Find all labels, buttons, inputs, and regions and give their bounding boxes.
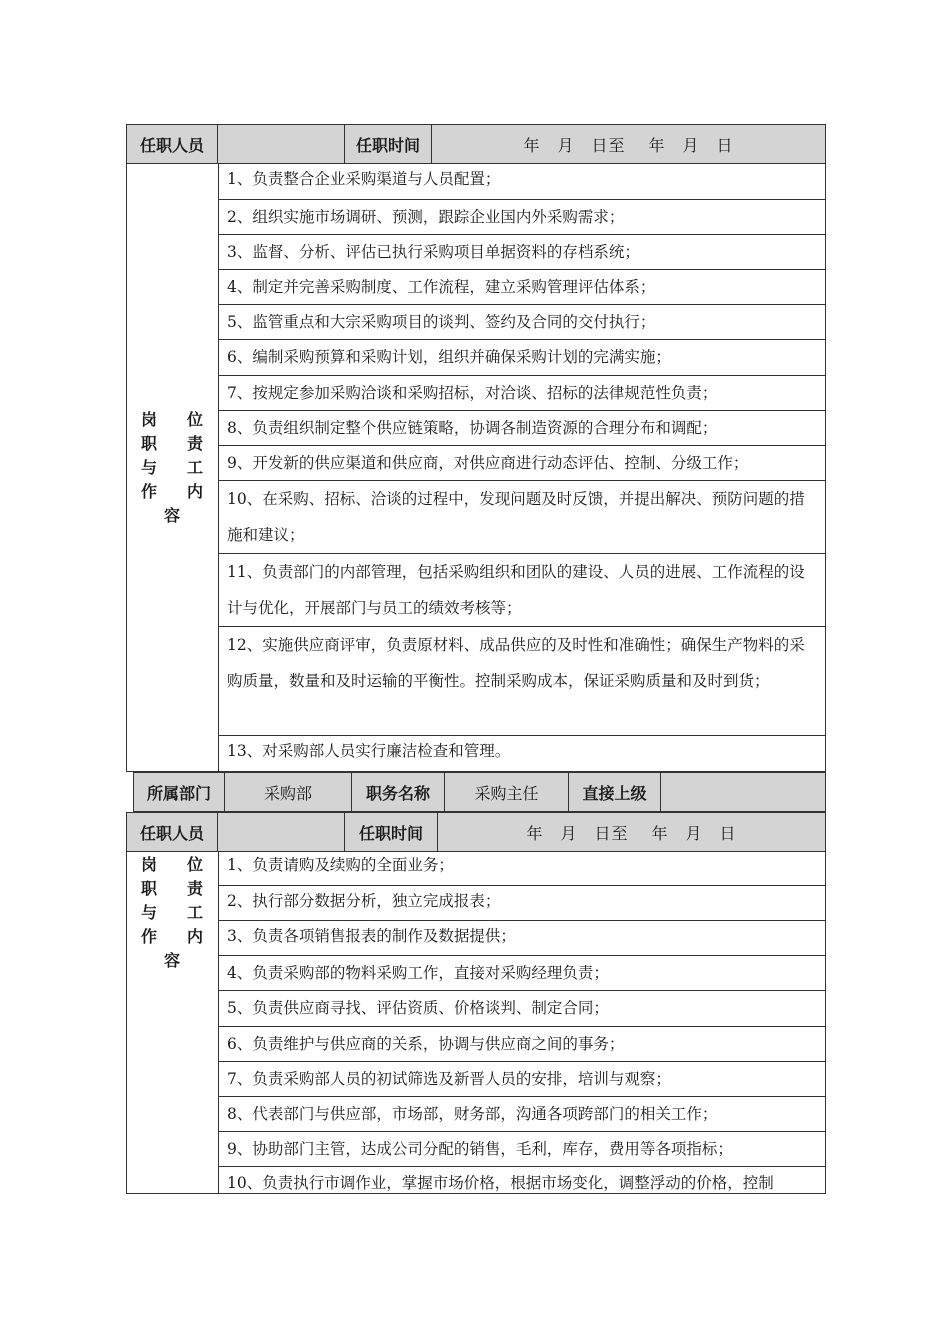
label-char: 责 — [186, 879, 203, 898]
superior-label: 直接上级 — [569, 773, 661, 811]
tenure-value[interactable]: 年 月 日至 年 月 日 — [526, 823, 737, 843]
duty-row — [218, 736, 825, 772]
duty-text: 9、协助部门主管，达成公司分配的销售，毛利，库存，费用等各项指标； — [227, 1140, 733, 1158]
department-label: 所属部门 — [134, 773, 225, 811]
person-label: 任职人员 — [127, 813, 218, 851]
tenure-label: 任职时间 — [345, 813, 438, 851]
duty-text: 8、负责组织制定整个供应链策略，协调各制造资源的合理分布和调配； — [227, 419, 718, 437]
duty-row — [218, 852, 825, 886]
label-char: 工 — [186, 458, 203, 477]
duty-row — [218, 305, 825, 340]
duties-section-label-cell — [127, 852, 219, 1193]
duty-row — [218, 270, 825, 305]
duty-row — [218, 991, 825, 1027]
duty-text: 12、实施供应商评审，负责原材料、成品供应的及时性和准确性；确保生产物料的采购质量，数量和及时运输的平衡性。控制采购成本，保证采购质量和及时到货； — [227, 636, 805, 690]
label-char: 岗 — [141, 855, 158, 874]
label-char: 作 — [141, 927, 158, 946]
label-char: 与 — [141, 903, 158, 922]
label-char: 职 — [141, 434, 158, 453]
table1-duties — [126, 164, 826, 772]
label-char: 位 — [186, 855, 203, 874]
duty-row — [218, 1167, 825, 1194]
duty-row — [218, 446, 825, 481]
person-value[interactable] — [218, 813, 345, 851]
label-char: 作 — [141, 482, 158, 501]
table2-duties — [126, 852, 826, 1194]
duty-text: 6、负责维护与供应商的关系，协调与供应商之间的事务； — [227, 1035, 625, 1053]
duty-text: 2、执行部分数据分析，独立完成报表； — [227, 892, 501, 910]
duty-text: 4、制定并完善采购制度、工作流程，建立采购管理评估体系； — [227, 278, 656, 296]
duty-text: 8、代表部门与供应部，市场部，财务部，沟通各项跨部门的相关工作； — [227, 1105, 718, 1123]
duty-row — [218, 481, 825, 554]
label-char: 责 — [186, 434, 203, 453]
position-info-row — [133, 772, 826, 812]
person-label: 任职人员 — [127, 125, 218, 163]
duty-text: 1、负责请购及续购的全面业务； — [227, 856, 454, 874]
duty-text: 10、在采购、招标、洽谈的过程中，发现问题及时反馈，并提出解决、预防问题的措施和建议； — [227, 490, 805, 544]
duty-text: 7、负责采购部人员的初试筛选及新晋人员的安排，培训与观察； — [227, 1070, 671, 1088]
duty-text: 13、对采购部人员实行廉洁检查和管理。 — [227, 742, 511, 760]
label-char: 内 — [186, 927, 203, 946]
duty-row — [218, 235, 825, 270]
duty-row — [218, 921, 825, 956]
duties-section-label — [141, 853, 203, 973]
duty-text: 5、监管重点和大宗采购项目的谈判、签约及合同的交付执行； — [227, 313, 656, 331]
table1-header-row — [126, 124, 826, 164]
duty-row — [218, 1097, 825, 1132]
label-char: 内 — [186, 482, 203, 501]
tenure-label: 任职时间 — [345, 125, 432, 163]
label-char: 位 — [186, 410, 203, 429]
label-char: 容 — [163, 506, 180, 525]
job-title-label: 职务名称 — [352, 773, 445, 811]
label-char: 与 — [141, 458, 158, 477]
duty-row — [218, 200, 825, 235]
duty-row — [218, 627, 825, 736]
duty-row — [218, 886, 825, 921]
duty-row — [218, 376, 825, 411]
duty-row — [218, 1132, 825, 1167]
label-char: 职 — [141, 879, 158, 898]
duty-text: 10、负责执行市调作业，掌握市场价格，根据市场变化，调整浮动的价格，控制 — [227, 1174, 774, 1192]
duty-text: 4、负责采购部的物料采购工作，直接对采购经理负责； — [227, 964, 609, 982]
duty-row — [218, 554, 825, 627]
duty-row — [218, 1062, 825, 1097]
duty-row — [218, 164, 825, 200]
duty-text: 3、负责各项销售报表的制作及数据提供； — [227, 927, 516, 945]
duty-row — [218, 956, 825, 991]
department-value[interactable]: 采购部 — [225, 773, 352, 811]
tenure-value[interactable]: 年 月 日至 年 月 日 — [523, 135, 734, 155]
job-title-value[interactable]: 采购主任 — [445, 773, 569, 811]
label-char: 容 — [163, 951, 180, 970]
duties-section-label-cell — [127, 164, 219, 771]
superior-value[interactable] — [661, 773, 825, 811]
duty-row — [218, 1027, 825, 1062]
label-char: 岗 — [141, 410, 158, 429]
duty-text: 6、编制采购预算和采购计划，组织并确保采购计划的完满实施； — [227, 348, 671, 366]
label-char: 工 — [186, 903, 203, 922]
duty-text: 1、负责整合企业采购渠道与人员配置； — [227, 170, 501, 188]
duty-row — [218, 411, 825, 446]
duty-text: 2、组织实施市场调研、预测，跟踪企业国内外采购需求； — [227, 208, 625, 226]
duty-text: 7、按规定参加采购洽谈和采购招标，对洽谈、招标的法律规范性负责； — [227, 384, 718, 402]
duty-text: 5、负责供应商寻找、评估资质、价格谈判、制定合同； — [227, 999, 609, 1017]
duty-row — [218, 340, 825, 376]
duty-text: 3、监督、分析、评估已执行采购项目单据资料的存档系统； — [227, 243, 640, 261]
duties-section-label — [141, 408, 203, 528]
person-value[interactable] — [218, 125, 345, 163]
duty-text: 11、负责部门的内部管理，包括采购组织和团队的建设、人员的进展、工作流程的设计与优化，开展部门与员工的绩效考核等； — [227, 563, 805, 617]
duty-text: 9、开发新的供应渠道和供应商，对供应商进行动态评估、控制、分级工作； — [227, 454, 749, 472]
table2-header-row — [126, 812, 826, 852]
